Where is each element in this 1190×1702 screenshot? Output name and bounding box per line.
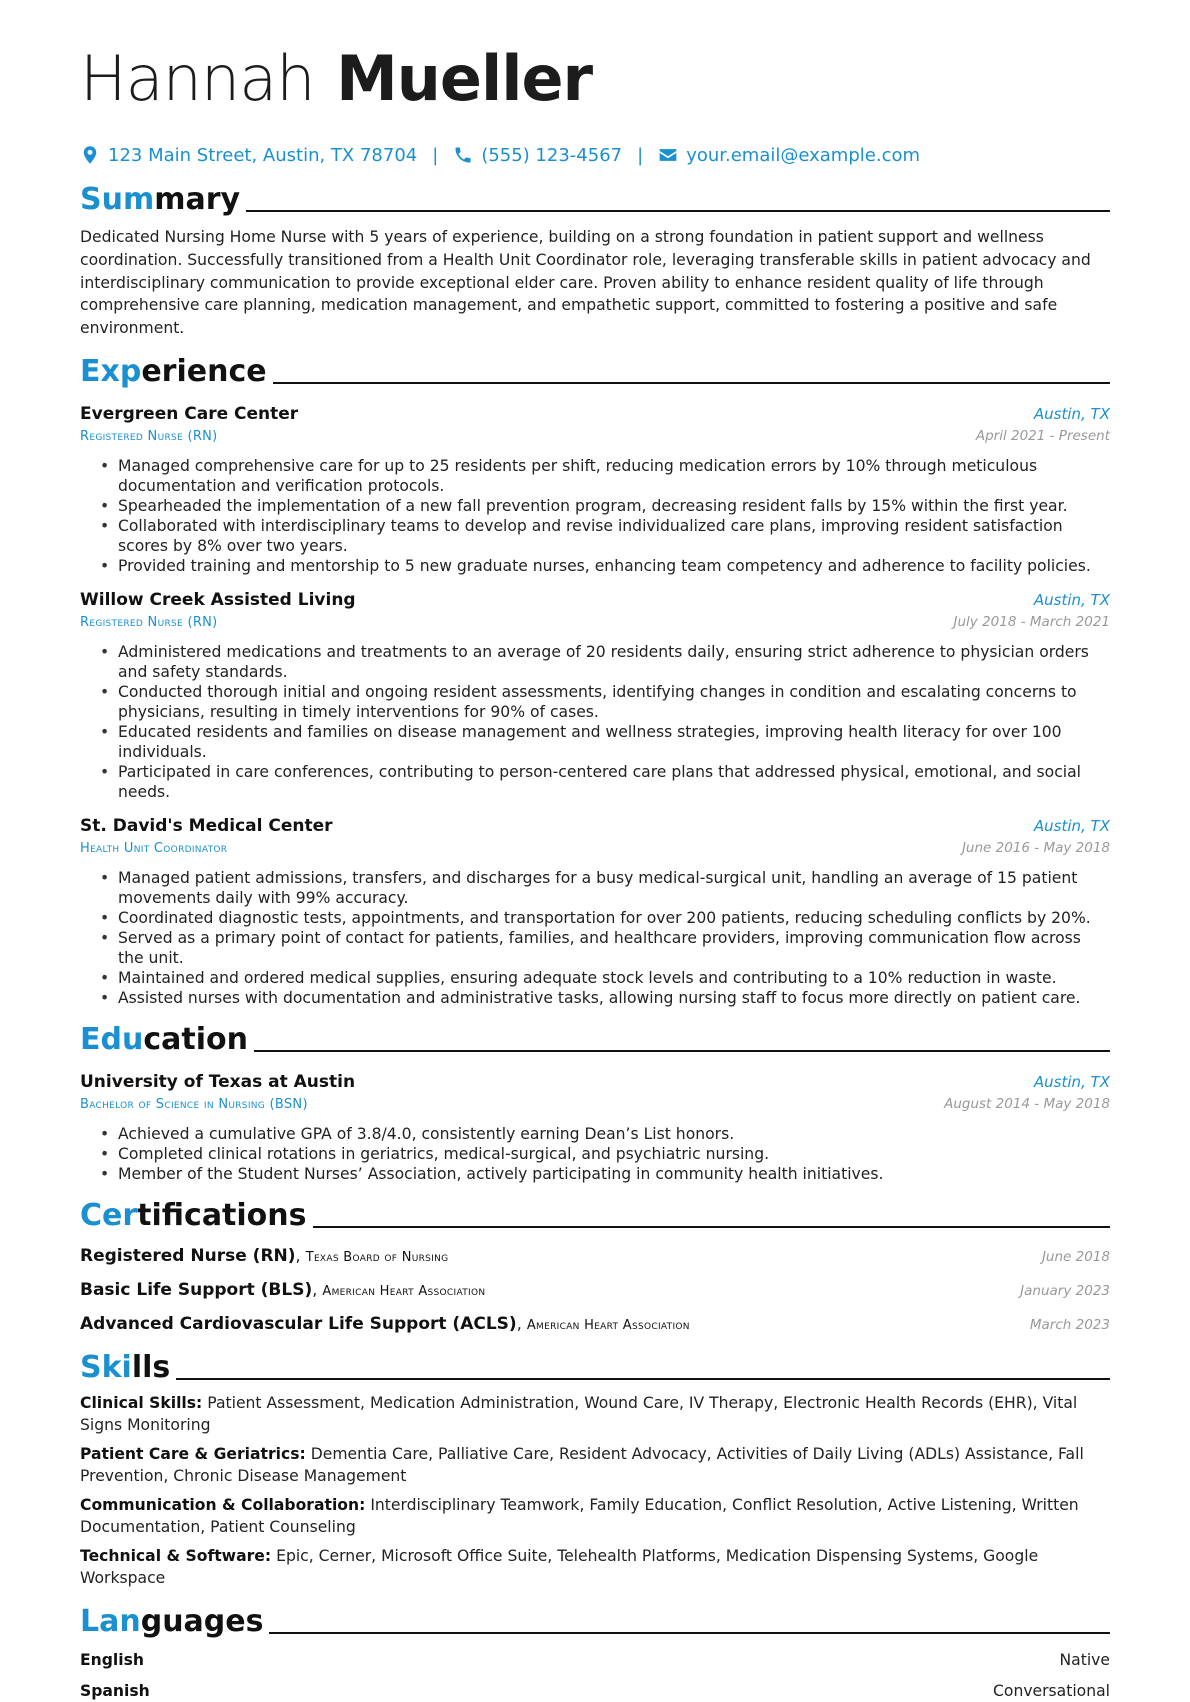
bullet-item: • Participated in care conferences, contributing to person-centered care plans that addressed physical, emotional, and social needs. <box>118 762 1110 802</box>
skill-group-value: Epic, Cerner, Microsoft Office Suite, Telehealth Platforms, Medication Dispensing Systems, Google Workspace <box>80 1546 1039 1588</box>
email-text[interactable]: your.email@example.com <box>686 144 921 166</box>
section-rule <box>176 1378 1110 1380</box>
skill-group-value: Patient Assessment, Medication Administration, Wound Care, IV Therapy, Electronic Health Records (EHR), Vital Signs Monitoring <box>80 1393 1078 1435</box>
certification-issuer: American Heart Association <box>526 1317 690 1333</box>
skill-group-label: Technical & Software: <box>80 1546 272 1565</box>
section-title <box>80 1198 307 1234</box>
bullet-item: • Achieved a cumulative GPA of 3.8/4.0, consistently earning Dean’s List honors. <box>118 1124 1110 1144</box>
section-education-heading <box>80 1018 1110 1058</box>
section-title-rest: mary <box>154 182 241 217</box>
job-title: Registered Nurse (RN) <box>80 614 218 630</box>
section-title-accent: Ski <box>80 1349 132 1385</box>
school-location: Austin, TX <box>1033 1072 1110 1091</box>
language-item <box>80 1680 1110 1702</box>
bullet-list <box>80 456 1110 576</box>
section-title <box>80 1350 170 1386</box>
skill-group <box>80 1545 1110 1590</box>
job-dates: June 2016 - May 2018 <box>961 839 1110 856</box>
bullet-item: • Completed clinical rotations in geriatrics, medical-surgical, and psychiatric nursing. <box>118 1144 1110 1164</box>
job-title: Registered Nurse (RN) <box>80 428 218 444</box>
bullet-item: • Assisted nurses with documentation and administrative tasks, allowing nursing staff to focus more directly on patient care. <box>118 988 1110 1008</box>
map-marker-icon <box>80 145 100 165</box>
bullet-item: • Collaborated with interdisciplinary teams to develop and revise individualized care plans, improving resident satisfaction scores by 8% over two years. <box>118 516 1110 556</box>
job-location: Austin, TX <box>1033 816 1110 835</box>
bullet-item: • Coordinated diagnostic tests, appointments, and transportation for over 200 patients, reducing scheduling conflicts by 20%. <box>118 908 1110 928</box>
job-title: Health Unit Coordinator <box>80 840 228 856</box>
education-entry <box>80 1070 1110 1184</box>
employer-name: Willow Creek Assisted Living <box>80 589 356 610</box>
contact-bar <box>80 142 1110 168</box>
degree-title: Bachelor of Science in Nursing (BSN) <box>80 1096 308 1112</box>
bullet-list <box>80 868 1110 1008</box>
certification-name: Basic Life Support (BLS) <box>80 1279 313 1300</box>
skill-group-label: Clinical Skills: <box>80 1393 203 1412</box>
certification-name: Registered Nurse (RN) <box>80 1245 296 1266</box>
school-name: University of Texas at Austin <box>80 1071 356 1092</box>
section-certifications-heading <box>80 1194 1110 1234</box>
envelope-icon <box>658 145 678 165</box>
section-title-accent: Lan <box>80 1603 141 1639</box>
section-title-accent: Edu <box>80 1021 144 1057</box>
bullet-item: • Served as a primary point of contact for patients, families, and healthcare providers, improving communication flow across the unit. <box>118 928 1110 968</box>
summary-text: Dedicated Nursing Home Nurse with 5 years of experience, building on a strong foundation in patient support and wellness coordination. Successfully transitioned from a Health Unit Coordinator role, leveraging transferable skills in patient advocacy and interdisciplinary communication to provide exceptional elder care. Proven ability to enhance resident quality of life through comprehensive care planning, medication management, and empathetic support, committed to fostering a positive and safe environment. <box>80 228 1091 338</box>
section-title-accent: Sum <box>80 182 155 217</box>
section-title-rest: lls <box>131 1349 171 1385</box>
section-title-rest: tifications <box>137 1197 307 1233</box>
section-title-rest: guages <box>140 1603 264 1639</box>
skill-group <box>80 1443 1110 1488</box>
skill-group <box>80 1392 1110 1437</box>
language-item <box>80 1649 1110 1671</box>
contact-address <box>80 145 417 166</box>
last-name: Mueller <box>336 42 593 115</box>
certification-item: Advanced Cardiovascular Life Support (ACLS), American Heart Association March 2023 <box>80 1313 1110 1334</box>
skill-group-label: Communication & Collaboration: <box>80 1495 366 1514</box>
language-name: English <box>80 1650 144 1669</box>
section-rule <box>313 1226 1110 1228</box>
bullet-item: • Educated residents and families on disease management and wellness strategies, improving health literacy for over 100 individuals. <box>118 722 1110 762</box>
section-title <box>80 1022 248 1058</box>
job-location: Austin, TX <box>1033 404 1110 423</box>
bullet-item: • Spearheaded the implementation of a new fall prevention program, decreasing resident falls by 15% within the first year. <box>118 496 1110 516</box>
phone-icon <box>453 145 473 165</box>
bullet-list <box>80 642 1110 802</box>
bullet-item: • Managed patient admissions, transfers, and discharges for a busy medical-surgical unit, handling an average of 15 patient movements daily with 99% accuracy. <box>118 868 1110 908</box>
skill-group-value: Dementia Care, Palliative Care, Resident Advocacy, Activities of Daily Living (ADLs) Assistance, Fall Prevention, Chronic Disease Management <box>80 1444 1084 1486</box>
bullet-list <box>80 1124 1110 1184</box>
language-level: Conversational <box>993 1681 1110 1700</box>
section-rule <box>246 210 1110 212</box>
section-skills-heading <box>80 1346 1110 1386</box>
employer-name: Evergreen Care Center <box>80 403 299 424</box>
job-dates: July 2018 - March 2021 <box>953 613 1110 630</box>
bullet-item: • Managed comprehensive care for up to 25 residents per shift, reducing medication errors by 10% through meticulous documentation and verification protocols. <box>118 456 1110 496</box>
skill-group-value: Interdisciplinary Teamwork, Family Education, Conflict Resolution, Active Listening, Written Documentation, Patient Counseling <box>80 1495 1079 1537</box>
section-rule <box>273 382 1110 384</box>
bullet-item: • Administered medications and treatments to an average of 20 residents daily, ensuring strict adherence to physician orders and safety standards. <box>118 642 1110 682</box>
bullet-item: • Maintained and ordered medical supplies, ensuring adequate stock levels and contributing to a 10% reduction in waste. <box>118 968 1110 988</box>
contact-separator: | <box>432 144 439 166</box>
certification-item: Registered Nurse (RN), Texas Board of Nursing June 2018 <box>80 1245 1110 1266</box>
section-title-rest: erience <box>141 353 267 389</box>
certification-date: June 2018 <box>1041 1248 1110 1265</box>
employer-name: St. David's Medical Center <box>80 815 333 836</box>
certification-date: January 2023 <box>1020 1282 1110 1299</box>
phone-text[interactable]: (555) 123-4567 <box>481 144 623 166</box>
section-rule <box>269 1632 1110 1634</box>
certification-date: March 2023 <box>1029 1316 1110 1333</box>
certification-item: Basic Life Support (BLS), American Heart Association January 2023 <box>80 1279 1110 1300</box>
contact-email[interactable] <box>658 145 920 166</box>
job-location: Austin, TX <box>1033 590 1110 609</box>
certification-issuer: Texas Board of Nursing <box>305 1249 449 1265</box>
section-title-accent: Exp <box>80 353 142 389</box>
experience-entry <box>80 402 1110 576</box>
bullet-item: • Member of the Student Nurses’ Association, actively participating in community health initiatives. <box>118 1164 1110 1184</box>
section-title <box>80 182 240 218</box>
section-title <box>80 1604 263 1640</box>
bullet-item: • Provided training and mentorship to 5 new graduate nurses, enhancing team competency and adherence to facility policies. <box>118 556 1110 576</box>
skill-group <box>80 1494 1110 1539</box>
section-title <box>80 354 267 390</box>
section-rule <box>254 1050 1110 1052</box>
language-level: Native <box>1059 1650 1110 1669</box>
contact-separator: | <box>637 144 644 166</box>
section-languages-heading <box>80 1600 1110 1640</box>
bullet-item: • Conducted thorough initial and ongoing resident assessments, identifying changes in condition and escalating concerns to physicians, resulting in timely interventions for 90% of cases. <box>118 682 1110 722</box>
section-title-accent: Cer <box>80 1197 138 1233</box>
certification-issuer: American Heart Association <box>322 1283 486 1299</box>
language-name: Spanish <box>80 1681 150 1700</box>
section-experience-heading <box>80 350 1110 390</box>
first-name: Hannah <box>80 42 315 115</box>
contact-phone[interactable] <box>453 145 622 166</box>
certification-name: Advanced Cardiovascular Life Support (ACLS) <box>80 1313 517 1334</box>
experience-entry <box>80 588 1110 802</box>
skill-group-label: Patient Care & Geriatrics: <box>80 1444 306 1463</box>
job-dates: April 2021 - Present <box>975 427 1110 444</box>
candidate-name <box>80 0 1110 120</box>
address-text: 123 Main Street, Austin, TX 78704 <box>108 144 418 166</box>
section-summary-heading <box>80 178 1110 218</box>
section-title-rest: cation <box>143 1021 248 1057</box>
education-dates: August 2014 - May 2018 <box>944 1095 1110 1112</box>
experience-entry <box>80 814 1110 1008</box>
